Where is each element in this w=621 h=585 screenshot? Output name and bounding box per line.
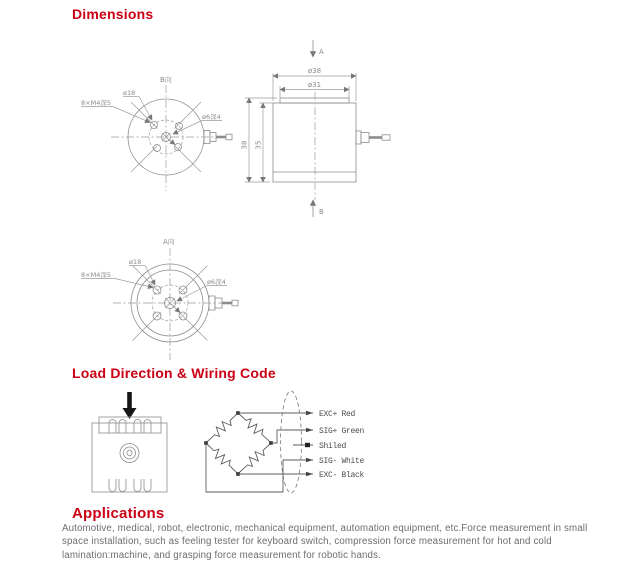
applications-paragraph: Automotive, medical, robot, electronic, mechanical equipment, automation equipment, etc.Force measurement in small space installation, such as feeling tester for keyboard switch, compression force measurement for hot and cold lamination:machine, and grasping force measurement for robotic hands. bbox=[62, 523, 588, 561]
arrow-b-label: B bbox=[319, 208, 324, 216]
view-a-label: A向 bbox=[163, 238, 175, 246]
connector-face bbox=[120, 444, 139, 463]
front-view-b-drawing bbox=[55, 58, 240, 218]
sensor-block bbox=[92, 417, 167, 492]
view-a-bolt-circle-label: ø18 bbox=[129, 258, 142, 266]
side-connector bbox=[356, 131, 390, 144]
dim-body-height bbox=[255, 103, 274, 182]
view-b-body bbox=[111, 85, 221, 191]
view-b-callouts bbox=[81, 89, 222, 145]
bottom-screw-holes bbox=[109, 479, 151, 492]
side-view-drawing bbox=[235, 32, 410, 227]
dimensions-heading: Dimensions bbox=[72, 6, 154, 22]
wire-label-shield: Shiled bbox=[319, 441, 347, 451]
dim-boss-dia bbox=[280, 81, 349, 98]
bridge-circuit bbox=[203, 410, 274, 477]
sensor-body bbox=[273, 92, 356, 200]
wire-label-sig-plus: SIG+ Green bbox=[319, 426, 365, 436]
boss-dia-label: ø31 bbox=[307, 81, 322, 89]
wire-label-exc-plus: EXC+ Red bbox=[319, 409, 356, 419]
total-height-label: 38 bbox=[240, 140, 249, 150]
cable-shield-ellipse bbox=[281, 391, 302, 493]
load-direction-diagram bbox=[68, 388, 193, 503]
bridge-wires bbox=[206, 411, 313, 492]
top-screw-holes bbox=[109, 420, 151, 434]
view-b-bolt-circle-label: ø18 bbox=[123, 89, 136, 97]
dim-total-height bbox=[241, 98, 278, 182]
front-view-a-drawing bbox=[55, 228, 255, 373]
view-a-center-hole-label: ø6深4 bbox=[207, 278, 226, 286]
direction-arrow-a bbox=[313, 40, 324, 57]
wire-labels bbox=[319, 410, 365, 480]
view-b-tapped-holes-label: 8×M4深5 bbox=[81, 99, 111, 107]
direction-arrow-b bbox=[313, 200, 324, 217]
load-arrow-icon bbox=[123, 392, 137, 419]
load-wiring-heading: Load Direction & Wiring Code bbox=[72, 365, 276, 381]
view-b-label: B向 bbox=[160, 76, 172, 84]
applications-heading: Applications bbox=[72, 505, 165, 522]
wire-label-exc-minus: EXC- Black bbox=[319, 470, 365, 480]
view-b-center-hole-label: ø6深4 bbox=[202, 113, 221, 121]
view-a-tapped-holes-label: 8×M4深5 bbox=[81, 271, 111, 279]
view-a-connector bbox=[209, 296, 238, 310]
wiring-diagram bbox=[193, 386, 385, 504]
wire-label-sig-minus: SIG- White bbox=[319, 456, 365, 466]
body-height-label: 35 bbox=[254, 140, 263, 150]
arrow-a-label: A bbox=[319, 48, 324, 56]
outer-dia-label: ø38 bbox=[307, 67, 322, 75]
